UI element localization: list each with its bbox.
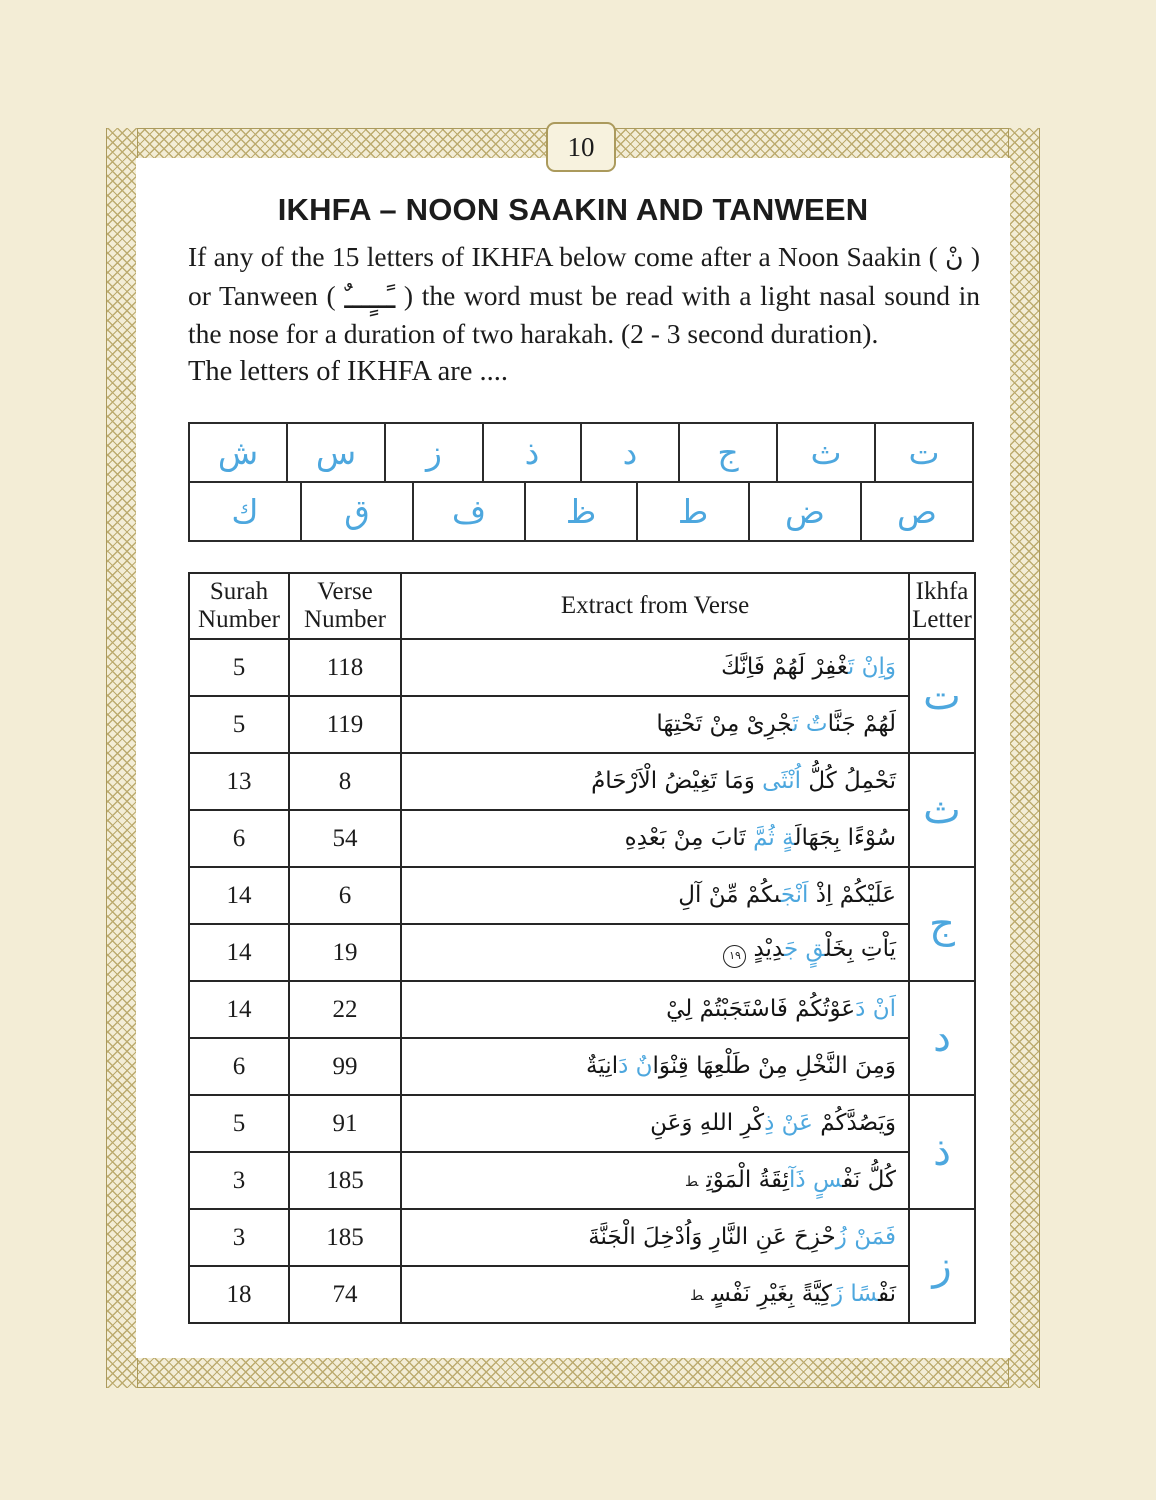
table-row bbox=[189, 1209, 975, 1266]
border-band-left bbox=[106, 128, 138, 1388]
header-ikhfa-letter bbox=[909, 573, 975, 639]
ikhfa-letter-cell: ج bbox=[678, 422, 778, 483]
extract-black: ئِقَةُ الْمَوْتِ bbox=[706, 1166, 789, 1193]
extract-black: تَابَ مِنْ بَعْدِهِ bbox=[624, 824, 754, 851]
page-content bbox=[136, 158, 1010, 1358]
ikhfa-letter-cell: ض bbox=[748, 481, 862, 542]
extract-black: جْرِىْ مِنْ تَحْتِهَا bbox=[656, 710, 793, 737]
extract-black: تَحْمِلُ كُلُّ bbox=[801, 767, 896, 794]
header-extract: Extract from Verse bbox=[401, 573, 909, 639]
page-number: 10 bbox=[567, 131, 595, 162]
extract-highlight: ةٍ ثُمَّ bbox=[753, 824, 795, 851]
extract-black: غْفِرْ لَهُمْ فَاِنَّكَ bbox=[721, 653, 848, 680]
verse-number: 185 bbox=[289, 1152, 401, 1209]
ikhfa-letter-cell: ش bbox=[188, 422, 288, 483]
intro-paragraph bbox=[188, 238, 980, 354]
ikhfa-letter-cell: ث bbox=[776, 422, 876, 483]
extract-black: كِيَّةً بِغَيْرِ نَفْسٍ bbox=[711, 1280, 832, 1307]
header-line: Surah bbox=[209, 578, 269, 605]
ikhfa-group-letter: ز bbox=[909, 1209, 975, 1323]
header-line: Verse bbox=[317, 578, 373, 605]
extract-black: عَوْتُكُمْ فَاسْتَجَبْتُمْ لِيْ bbox=[666, 995, 856, 1022]
extract-highlight: اَنْجَ bbox=[780, 881, 809, 908]
extract-black: كُلُّ نَفْ bbox=[842, 1166, 896, 1193]
ikhfa-letter-cell: ق bbox=[300, 481, 414, 542]
verse-number: 54 bbox=[289, 810, 401, 867]
ikhfa-letter-cell: ف bbox=[412, 481, 526, 542]
verse-extract bbox=[401, 696, 909, 753]
extract-black: انِيَةٌ bbox=[586, 1052, 619, 1079]
table-row bbox=[189, 1266, 975, 1323]
verse-extract bbox=[401, 810, 909, 867]
extract-black: وَمَا تَغِيْضُ الْاَرْحَامُ bbox=[591, 767, 763, 794]
ikhfa-letters-grid bbox=[188, 422, 974, 542]
verse-number: 118 bbox=[289, 639, 401, 696]
ikhfa-letter-cell: س bbox=[286, 422, 386, 483]
table-row bbox=[189, 981, 975, 1038]
verse-number: 99 bbox=[289, 1038, 401, 1095]
surah-number: 13 bbox=[189, 753, 289, 810]
surah-number: 5 bbox=[189, 639, 289, 696]
extract-highlight: وَاِنْ تَ bbox=[847, 653, 896, 680]
verse-extract bbox=[401, 867, 909, 924]
extract-highlight: فَمَنْ زُ bbox=[835, 1223, 896, 1250]
verse-extract bbox=[401, 1095, 909, 1152]
extract-black: كْرِ اللهِ وَعَنِ bbox=[650, 1109, 765, 1136]
extract-black: حْزِحَ عَنِ النَّارِ وَاُدْخِلَ الْجَنَّةَ bbox=[588, 1223, 836, 1250]
extract-highlight: اَنْ دَ bbox=[855, 995, 896, 1022]
header-line: Number bbox=[198, 606, 280, 633]
page-number-badge bbox=[546, 122, 616, 172]
surah-number: 3 bbox=[189, 1209, 289, 1266]
surah-number: 14 bbox=[189, 924, 289, 981]
verse-number: 19 bbox=[289, 924, 401, 981]
verse-number: 8 bbox=[289, 753, 401, 810]
header-line: Ikhfa bbox=[915, 578, 969, 605]
extract-highlight: اُنْثَى bbox=[762, 767, 802, 794]
surah-number: 3 bbox=[189, 1152, 289, 1209]
ikhfa-letters-row-1 bbox=[188, 422, 974, 483]
verse-extract bbox=[401, 639, 909, 696]
verse-extract bbox=[401, 1209, 909, 1266]
extract-black: نَفْ bbox=[877, 1280, 896, 1307]
extract-black: وَيَصُدَّكُمْ bbox=[812, 1109, 896, 1136]
surah-number: 18 bbox=[189, 1266, 289, 1323]
verse-examples-table bbox=[188, 572, 976, 1324]
extract-highlight: تٌ تَ bbox=[792, 710, 828, 737]
extract-black: عَلَيْكُمْ اِذْ bbox=[808, 881, 896, 908]
verse-end-marker: ١٩ bbox=[723, 945, 746, 968]
extract-black: وَمِنَ النَّخْلِ مِنْ طَلْعِهَا قِنْوَا bbox=[652, 1052, 896, 1079]
verse-number: 185 bbox=[289, 1209, 401, 1266]
table-row bbox=[189, 924, 975, 981]
ikhfa-letter-cell: د bbox=[580, 422, 680, 483]
intro-text-1: If any of the 15 letters of IKHFA below come after a Noon Saakin ( bbox=[188, 241, 946, 272]
extract-black: سُوْءًا بِجَهَالَ bbox=[794, 824, 896, 851]
ikhfa-group-letter: د bbox=[909, 981, 975, 1095]
header-line: Letter bbox=[912, 606, 972, 633]
table-row bbox=[189, 696, 975, 753]
ikhfa-letter-cell: ط bbox=[636, 481, 750, 542]
surah-number: 14 bbox=[189, 867, 289, 924]
surah-number: 6 bbox=[189, 1038, 289, 1095]
verse-number: 74 bbox=[289, 1266, 401, 1323]
extract-highlight: عَنْ ذِ bbox=[764, 1109, 813, 1136]
header-verse-number bbox=[289, 573, 401, 639]
ikhfa-letter-cell: ز bbox=[384, 422, 484, 483]
ikhfa-letter-cell: ص bbox=[860, 481, 974, 542]
extract-black: لَهُمْ جَنَّا bbox=[827, 710, 896, 737]
ikhfa-group-letter: ج bbox=[909, 867, 975, 981]
extract-highlight: سٍ ذَآ bbox=[789, 1166, 843, 1193]
extract-black: يَاْتِ بِخَلْ bbox=[824, 936, 896, 963]
extract-highlight: قٍ جَ bbox=[784, 936, 825, 963]
noon-saakin-glyph: نْ bbox=[945, 243, 964, 272]
ikhfa-letter-cell: ك bbox=[188, 481, 302, 542]
header-line: Number bbox=[304, 606, 386, 633]
verse-extract bbox=[401, 1038, 909, 1095]
verse-extract bbox=[401, 1266, 909, 1323]
verse-number: 22 bbox=[289, 981, 401, 1038]
table-row bbox=[189, 1152, 975, 1209]
verse-extract bbox=[401, 981, 909, 1038]
table-row bbox=[189, 1038, 975, 1095]
tanween-glyph: ـًــٍـــٌ bbox=[344, 280, 396, 315]
border-band-right bbox=[1008, 128, 1040, 1388]
intro-text-3: ) the word must be read with a light nasal sound in the nose for a duration of two harakah. (2 - 3 second duration). bbox=[188, 279, 980, 349]
ikhfa-letter-cell: ذ bbox=[482, 422, 582, 483]
header-surah-number bbox=[189, 573, 289, 639]
surah-number: 6 bbox=[189, 810, 289, 867]
intro-text-2: ) or Tanween ( bbox=[188, 241, 980, 311]
table-row bbox=[189, 753, 975, 810]
surah-number: 5 bbox=[189, 1095, 289, 1152]
ikhfa-letters-row-2 bbox=[188, 481, 974, 542]
surah-number: 14 bbox=[189, 981, 289, 1038]
extract-black: دِيْدٍ bbox=[753, 936, 785, 963]
ikhfa-letter-cell: ت bbox=[874, 422, 974, 483]
surah-number: 5 bbox=[189, 696, 289, 753]
verse-number: 6 bbox=[289, 867, 401, 924]
ikhfa-letter-cell: ظ bbox=[524, 481, 638, 542]
extract-black: ىكُمْ مِّنْ آلِ bbox=[678, 881, 781, 908]
ikhfa-group-letter: ت bbox=[909, 639, 975, 753]
table-header-row bbox=[189, 573, 975, 639]
verse-number: 91 bbox=[289, 1095, 401, 1152]
ikhfa-group-letter: ث bbox=[909, 753, 975, 867]
letters-caption: The letters of IKHFA are .... bbox=[188, 356, 508, 387]
table-row bbox=[189, 810, 975, 867]
table-row bbox=[189, 639, 975, 696]
page-title: IKHFA – NOON SAAKIN AND TANWEEN bbox=[277, 192, 869, 227]
verse-extract bbox=[401, 753, 909, 810]
verse-extract bbox=[401, 1152, 909, 1209]
verse-extract bbox=[401, 924, 909, 981]
ikhfa-group-letter: ذ bbox=[909, 1095, 975, 1209]
waqf-mark: ط bbox=[690, 1287, 704, 1304]
table-row bbox=[189, 1095, 975, 1152]
waqf-mark: ط bbox=[685, 1173, 699, 1190]
extract-highlight: نٌ دَ bbox=[618, 1052, 653, 1079]
verse-number: 119 bbox=[289, 696, 401, 753]
extract-highlight: سًا زَ bbox=[832, 1280, 878, 1307]
border-band-bottom bbox=[106, 1356, 1040, 1388]
table-row bbox=[189, 867, 975, 924]
